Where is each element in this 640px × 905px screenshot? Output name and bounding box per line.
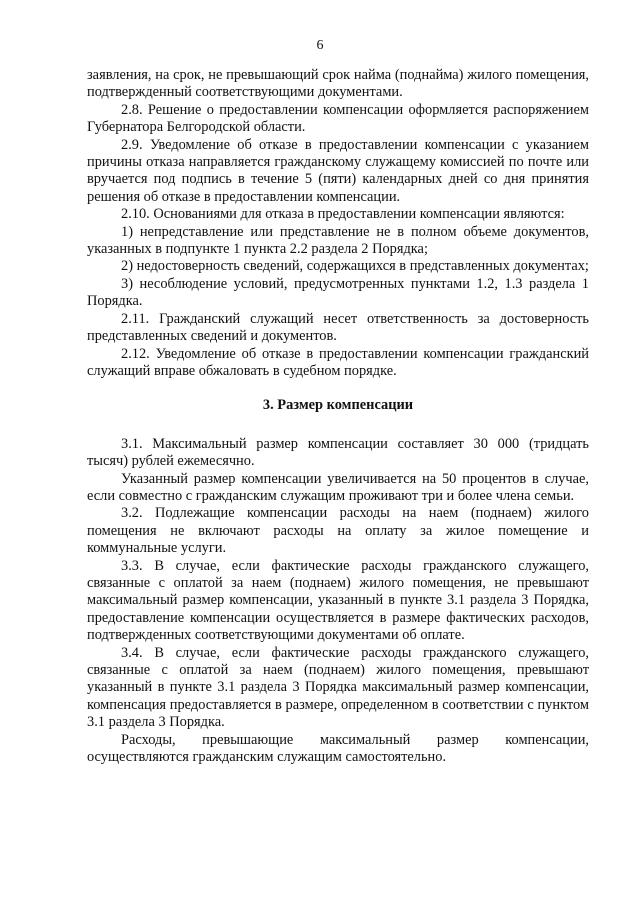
- list-item-1: 1) непредставление или представление не в полном объеме документов, указанных в подпункте 1 пункта 2.2 раздела 2 Порядка;: [87, 223, 589, 258]
- paragraph-3-2: 3.2. Подлежащие компенсации расходы на наем (поднаем) жилого помещения не включают расходы на оплату за жилое помещение и коммунальные услуги.: [87, 505, 589, 557]
- paragraph-2-8: 2.8. Решение о предоставлении компенсации оформляется распоряжением Губернатора Белгородской области.: [87, 101, 589, 136]
- list-item-3: 3) несоблюдение условий, предусмотренных пунктами 1.2, 1.3 раздела 1 Порядка.: [87, 275, 589, 310]
- paragraph-2-10: 2.10. Основаниями для отказа в предоставлении компенсации являются:: [121, 206, 565, 223]
- paragraph-2-11: 2.11. Гражданский служащий несет ответственность за достоверность представленных сведений и документов.: [87, 310, 589, 345]
- paragraph-continuation: заявления, на срок, не превышающий срок найма (поднайма) жилого помещения, подтвержденный соответствующими документами.: [87, 67, 589, 101]
- paragraph-3-1-increase: Указанный размер компенсации увеличивается на 50 процентов в случае, если совместно с гражданским служащим проживают три и более члена семьи.: [87, 470, 589, 504]
- paragraph-3-4: 3.4. В случае, если фактические расходы гражданского служащего, связанные с оплатой за наем (поднаем) жилого помещения, превышают указанный в пункте 3.1 раздела 3 Порядка максимальный размер компенсации, компенсация предоставляется в размере, определенном в соответствии с пунктом 3.1 раздела 3 Порядка.: [87, 644, 589, 731]
- list-item-2: 2) недостоверность сведений, содержащихся в представленных документах;: [121, 258, 589, 275]
- paragraph-3-3: 3.3. В случае, если фактические расходы гражданского служащего, связанные с оплатой за наем (поднаем) жилого помещения, не превышают максимальный размер компенсации, указанный в пункте 3.1 раздела 3 Порядка, предоставление компенсации осуществляется в размере фактических расходов, подтвержденных соответствующими документами об оплате.: [87, 557, 589, 644]
- section-heading: 3. Размер компенсации: [262, 397, 414, 414]
- document-body: [87, 67, 589, 766]
- paragraph-2-12: 2.12. Уведомление об отказе в предоставлении компенсации гражданский служащий вправе обжаловать в судебном порядке.: [87, 345, 589, 379]
- paragraph-3-1: 3.1. Максимальный размер компенсации составляет 30 000 (тридцать тысяч) рублей ежемесячно.: [87, 435, 589, 470]
- paragraph-2-9: 2.9. Уведомление об отказе в предоставлении компенсации с указанием причины отказа направляется гражданскому служащему комиссией по почте или вручается под подпись в течение 5 (пяти) календарных дней со дня принятия решения об отказе в предоставлении компенсации.: [87, 136, 589, 205]
- paragraph-expenses: Расходы, превышающие максимальный размер компенсации, осуществляются гражданским служащим самостоятельно.: [87, 731, 589, 766]
- page-number: 6: [316, 38, 324, 53]
